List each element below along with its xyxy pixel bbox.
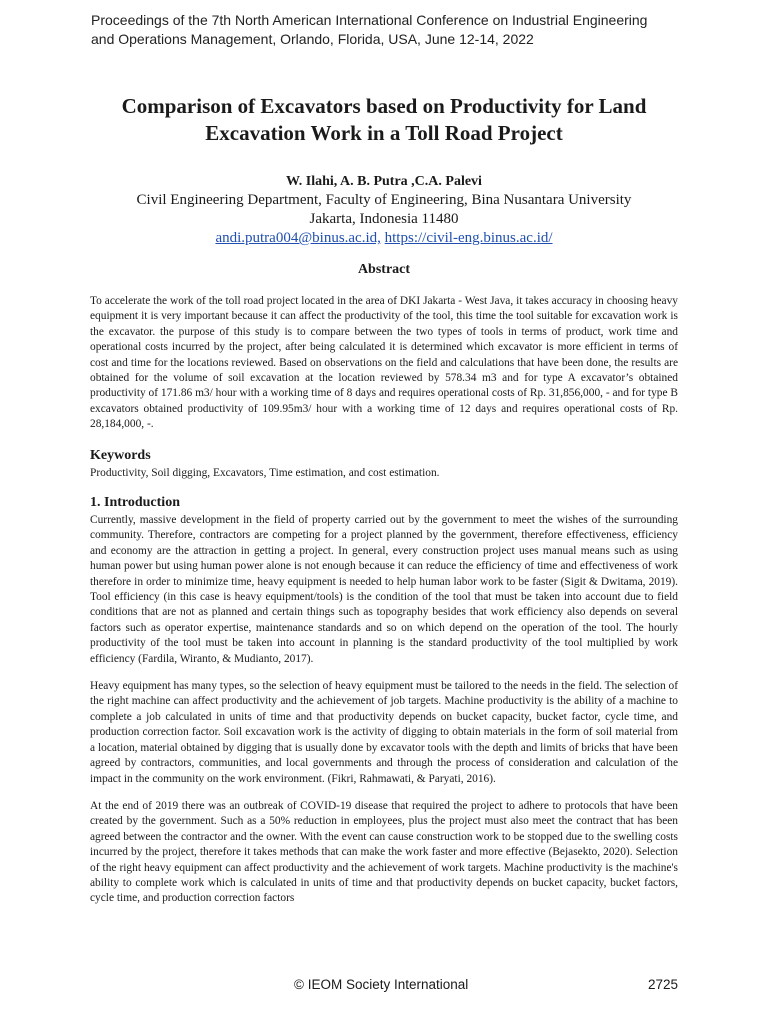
intro-paragraph-1: Currently, massive development in the field of property carried out by the government to meet the wishes of the surrounding community. Therefore, contractors are competing for a project planned by the government, therefore effectiveness, efficiency and economy are the attraction in getting a project. In general, every construction project uses manual means such as using human power but using human power alone is not enough because it can reduce the efficiency of time and effectiveness of work therefore in order to minimize time, heavy equipment is needed to help human labor work to be faster (Sigit & Dwitama, 2019). Tool efficiency (in this case is heavy equipment/tools) is the condition of the tool that must be taken into account due to field conditions that are not as planned and certain things such as topography besides that work efficiency also depends on several factors such as operator expertise, maintenance standards and so on which depend on the operation of the tool. The hourly productivity of the tool must be taken into account in planning is the standard productivity of the tool multiplied by work efficiency (Fardila, Wiranto, & Mudianto, 2017). (90, 514, 678, 665)
introduction-heading: 1. Introduction (90, 495, 180, 510)
running-header (91, 11, 711, 49)
footer-copyright: © IEOM Society International (294, 977, 469, 992)
email-link[interactable]: andi.putra004@binus.ac.id, (215, 230, 381, 246)
title-line-1: Comparison of Excavators based on Productivity for Land (121, 94, 647, 118)
abstract-text: To accelerate the work of the toll road project located in the area of DKI Jakarta - West Java, it takes accuracy in choosing heavy equipment it is very important because it can affect the productivity of the tool, this time the tool suitable for excavation work is the excavator. the purpose of this study is to compare between the two types of tools in terms of product, work time and operational costs incurred by the project, after being calculated it is determined which excavator is more efficient in terms of cost and time for the locations reviewed. Based on observations on the field and calculations that have been done, the results are obtained for the volume of soil excavation at the location reviewed by 578.34 m3 and for type A excavator’s obtained productivity of 171.86 m3/ hour with a working time of 8 days and requires operational costs of Rp. 31,856,000, - and for type B excavators obtained productivity of 109.95m3/ hour with a working time of 12 days and requires operational costs of Rp. 28,184,000, -. (90, 295, 678, 431)
title-line-2: Excavation Work in a Toll Road Project (205, 121, 563, 145)
header-line-1: Proceedings of the 7th North American International Conference on Industrial Engineering (91, 12, 648, 28)
introduction-body (90, 513, 678, 919)
header-line-2: and Operations Management, Orlando, Florida, USA, June 12-14, 2022 (91, 31, 534, 47)
author-affiliation: Civil Engineering Department, Faculty of Engineering, Bina Nusantara University (136, 192, 632, 208)
keywords-text: Productivity, Soil digging, Excavators, Time estimation, and cost estimation. (90, 467, 440, 479)
intro-paragraph-3: At the end of 2019 there was an outbreak of COVID-19 disease that required the project to adhere to protocols that have been created by the government. Such as a 50% reduction in employees, plus the project must also meet the contract that has been agreed between the contractor and the owner. With the event can cause construction work to be stopped due to the swelling costs incurred by the project, therefore it takes methods that can make the work faster and more effective (Bejasekto, 2020). Selection of the right heavy equipment can affect productivity and the achievement of work targets. Machine productivity is the machine's ability to complete work which is calculated in units of time and that productivity depends on bucket capacity, bucket factors, cycle time, and production correction factors (90, 799, 678, 905)
paper-title (60, 93, 708, 147)
author-block (60, 172, 708, 248)
abstract-heading: Abstract (357, 262, 411, 277)
author-location: Jakarta, Indonesia 11480 (309, 211, 459, 227)
website-link[interactable]: https://civil-eng.binus.ac.id/ (384, 230, 553, 246)
intro-paragraph-2: Heavy equipment has many types, so the selection of heavy equipment must be tailored to the needs in the field. The selection of the right machine can affect productivity and the achievement of job targets. Machine productivity is the ability of a machine to complete a job calculated in units of time and that productivity depends on bucket capacity, bucket factor, cycle time, and production correction factor. Soil excavation work is the activity of digging to obtain materials in the form of soil material from a location, material obtained by digging that is usually done by excavator tools with the depth and limits of bricks that have been agreed by contractors, communities, and local governments and through the process of consideration and calculation of the impact in the community on the work environment. (Fikri, Rahmawati, & Paryati, 2016). (90, 680, 678, 785)
keywords-heading: Keywords (90, 448, 151, 463)
author-contact (60, 229, 708, 248)
page-number: 2725 (647, 977, 678, 992)
author-names: W. Ilahi, A. B. Putra ,C.A. Palevi (286, 174, 482, 189)
